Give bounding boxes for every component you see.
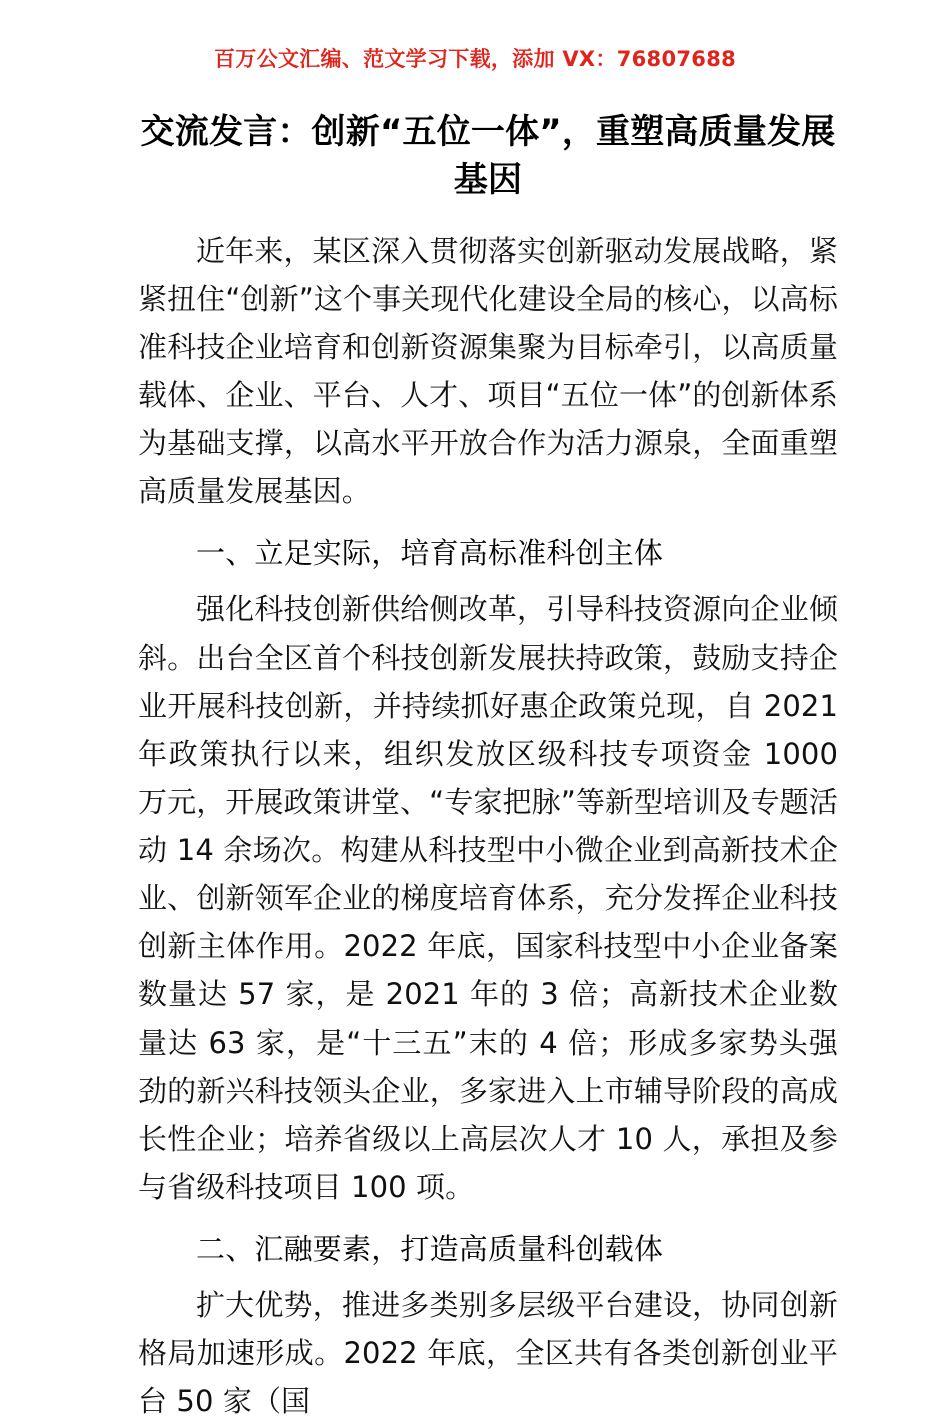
section-heading: 一、立足实际，培育高标准科创主体 bbox=[196, 536, 664, 571]
body-paragraph: 扩大优势，推进多类别多层级平台建设，协同创新格局加速形成。2022 年底，全区共有各类创新创业平台 50 家（国 bbox=[138, 1288, 838, 1419]
document-blocks bbox=[138, 227, 838, 1426]
section-heading: 二、汇融要素，打造高质量科创载体 bbox=[196, 1232, 664, 1267]
body-paragraph: 近年来，某区深入贯彻落实创新驱动发展战略，紧紧扭住“创新”这个事关现代化建设全局的核心，以高标准科技企业培育和创新资源集聚为目标牵引，以高质量载体、企业、平台、人才、项目“五位一体”的创新体系为基础支撑，以高水平开放合作为活力源泉，全面重塑高质量发展基因。 bbox=[138, 233, 838, 509]
promo-header-text: 百万公文汇编、范文学习下载，添加 VX：76807688 bbox=[213, 47, 737, 71]
document-title: 交流发言：创新“五位一体”，重塑高质量发展基因 bbox=[140, 112, 836, 201]
body-paragraph: 强化科技创新供给侧改革，引导科技资源向企业倾斜。出台全区首个科技创新发展扶持政策，鼓励支持企业开展科技创新，并持续抓好惠企政策兑现，自 2021 年政策执行以来，组织发放区级科技专项资金 1000 万元，开展政策讲堂、“专家把脉”等新型培训及专题活动 14 余场次。构建从科技型中小微企业到高新技术企业、创新领军企业的梯度培育体系，充分发挥企业科技创新主体作用。2022 年底，国家科技型中小企业备案数量达 57 家，是 2021 年的 3 倍；高新技术企业数量达 63 家，是“十三五”末的 4 倍；形成多家势头强劲的新兴科技领头企业，多家进入上市辅导阶段的高成长性企业；培养省级以上高层次人才 10 人，承担及参与省级科技项目 100 项。 bbox=[138, 592, 838, 1204]
promo-header-banner bbox=[0, 46, 950, 72]
document-content bbox=[138, 108, 838, 1426]
